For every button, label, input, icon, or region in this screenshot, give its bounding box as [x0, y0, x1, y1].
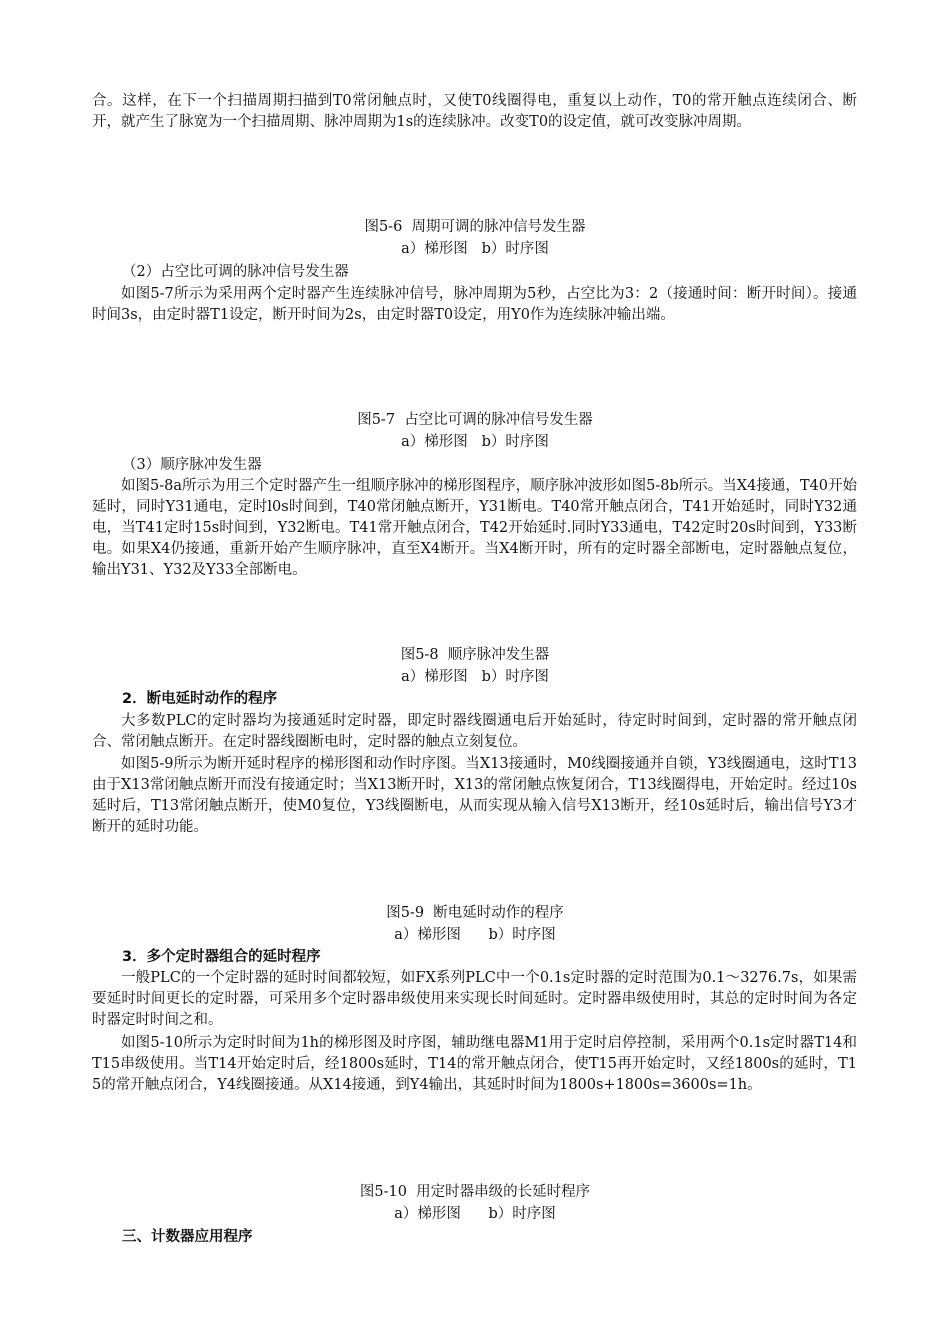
heading-power-off-delay: 2．断电延时动作的程序: [122, 691, 278, 707]
heading-counter-programs: 三、计数器应用程序: [122, 1229, 253, 1245]
section-3-body: 如图5-8a所示为用三个定时器产生一组顺序脉冲的梯形图程序，顺序脉冲波形如图5-8b所示。当X4接通，T40开始延时，同时Y31通电，定时l0s时间到，T40常闭触点断开，Y31断电。T40常开触点闭合，T41开始延时，同时Y32通电，当T41定时15s时间到，Y32断电。T41常开触点闭合，T42开始延时.同时Y33通电，T42定时20s时间到，Y33断电。如果X4仍接通，重新开始产生顺序脉冲，直至X4断开。当X4断开时，所有的定时器全部断电，定时器触点复位，输出Y31、Y32及Y33全部断电。: [92, 478, 857, 578]
figure-5-6-caption: 图5-6 周期可调的脉冲信号发生器: [364, 219, 586, 235]
multi-timer-paragraph-1: 一般PLC的一个定时器的延时时间都较短，如FX系列PLC中一个0.1s定时器的定时范围为0.1～3276.7s，如果需要延时时间更长的定时器，可采用多个定时器串级使用来实现长时间延时。定时器串级使用时，其总的定时时间为各定时器定时时间之和。: [92, 970, 857, 1028]
figure-5-6-subcaption: a）梯形图 b）时序图: [401, 241, 549, 257]
section-2-body: 如图5-7所示为采用两个定时器产生连续脉冲信号，脉冲周期为5秒，占空比为3：2（接通时间：断开时间）。接通时间3s，由定时器T1设定，断开时间为2s，由定时器T0设定，用Y0作为连续脉冲输出端。: [92, 286, 857, 323]
section-3-subtitle: （3）顺序脉冲发生器: [122, 457, 262, 473]
section-2-subtitle: （2）占空比可调的脉冲信号发生器: [122, 264, 349, 280]
heading-multi-timer-delay: 3．多个定时器组合的延时程序: [122, 949, 321, 965]
figure-5-9-subcaption: a）梯形图 b）时序图: [394, 927, 556, 943]
figure-5-8-subcaption: a）梯形图 b）时序图: [401, 669, 549, 685]
figure-5-9-caption: 图5-9 断电延时动作的程序: [386, 905, 564, 921]
power-off-delay-paragraph-1: 大多数PLC的定时器均为接通延时定时器，即定时器线圈通电后开始延时，待定时时间到，定时器的常开触点闭合、常闭触点断开。在定时器线圈断电时，定时器的触点立刻复位。: [92, 713, 857, 750]
power-off-delay-paragraph-2: 如图5-9所示为断开延时程序的梯形图和动作时序图。当X13接通时，M0线圈接通并自锁，Y3线圈通电，这时T13由于X13常闭触点断开而没有接通定时；当X13断开时，X13的常闭触点恢复闭合，T13线圈得电，开始定时。经过10s延时后，T13常闭触点断开，使M0复位，Y3线圈断电，从而实现从输入信号X13断开，经10s延时后，输出信号Y3才断开的延时功能。: [92, 756, 857, 835]
figure-5-7-caption: 图5-7 占空比可调的脉冲信号发生器: [357, 412, 593, 428]
multi-timer-paragraph-2: 如图5-10所示为定时时间为1h的梯形图及时序图，辅助继电器M1用于定时启停控制，采用两个0.1s定时器T14和T15串级使用。当T14开始定时后，经1800s延时，T14的常开触点闭合，使T15再开始定时，又经1800s的延时，T15的常开触点闭合，Y4线圈接通。从X14接通，到Y4输出，其延时时间为1800s+1800s=3600s=1h。: [92, 1035, 857, 1093]
figure-5-7-subcaption: a）梯形图 b）时序图: [401, 434, 549, 450]
figure-5-10-subcaption: a）梯形图 b）时序图: [394, 1206, 556, 1222]
figure-5-8-caption: 图5-8 顺序脉冲发生器: [400, 647, 550, 663]
figure-5-10-caption: 图5-10 用定时器串级的长延时程序: [359, 1184, 591, 1200]
intro-paragraph: 合。这样，在下一个扫描周期扫描到T0常闭触点时，又使T0线圈得电，重复以上动作，T0的常开触点连续闭合、断开，就产生了脉宽为一个扫描周期、脉冲周期为1s的连续脉冲。改变T0的设定值，就可改变脉冲周期。: [92, 93, 857, 130]
